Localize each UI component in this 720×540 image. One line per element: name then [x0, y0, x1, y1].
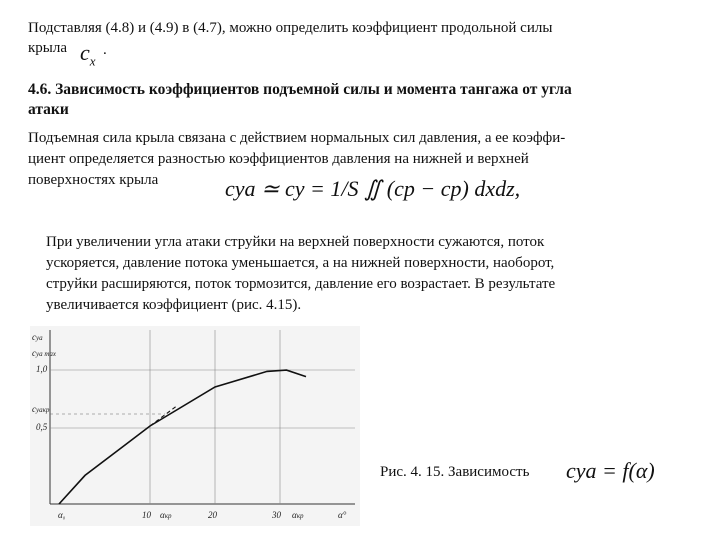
intro-line-2: крыла: [28, 40, 68, 56]
lift-coefficient-formula: cya ≃ cy = 1/S ∬ (cp − cp) dxdz,: [225, 176, 521, 201]
paragraph-2: [46, 232, 696, 316]
figure-caption-formula: cya = f(α): [566, 458, 655, 483]
paragraph-2-line-4: увеличивается коэффициент (рис. 4.15).: [46, 297, 302, 313]
paragraph-2-line-2: ускоряется, давление потока уменьшается, а на нижней поверхности, наоборот,: [46, 255, 555, 271]
cx-symbol: [80, 40, 96, 69]
y-label-cya-cr: cуакр: [32, 404, 50, 414]
intro-paragraph: [28, 18, 708, 58]
intro-line-1: Подставляя (4.8) и (4.9) в (4.7), можно определить коэффициент продольной силы: [28, 20, 553, 36]
y-label-cya-max: cya max: [32, 348, 57, 358]
section-heading-line-1: 4.6. Зависимость коэффициентов подъемной силы и момента тангажа от угла: [28, 81, 572, 98]
paragraph-1-line-2: циент определяется разностью коэффициентов давления на нижней и верхней: [28, 151, 529, 167]
paragraph-2-line-3: струйки расширяются, поток тормозится, давление его возрастает. В результате: [46, 276, 556, 292]
y-label-cya: cya: [32, 332, 43, 342]
y-tick-05: 0,5: [36, 422, 48, 432]
paragraph-2-line-1: При увеличении угла атаки струйки на верхней поверхности сужаются, поток: [46, 234, 545, 250]
y-tick-1: 1,0: [36, 364, 48, 374]
section-heading: [28, 80, 698, 120]
section-heading-line-2: атаки: [28, 101, 69, 118]
x-label-alpha-kr2: αкр: [292, 510, 304, 520]
intro-period: .: [103, 42, 107, 58]
x-tick-30: 30: [272, 510, 281, 520]
x-tick-20: 20: [208, 510, 217, 520]
x-tick-10: 10: [142, 510, 151, 520]
paragraph-1-line-1: Подъемная сила крыла связана с действием нормальных сил давления, а ее коэффи-: [28, 130, 566, 146]
cx-symbol-sub: x: [89, 53, 96, 69]
paragraph-1-line-3: поверхностях крыла: [28, 172, 159, 188]
x-label-alpha0: α₀: [58, 510, 66, 520]
lift-curve-chart: [30, 326, 360, 526]
x-label-alpha-deg: α°: [338, 510, 347, 520]
cx-symbol-main: c: [80, 40, 90, 65]
x-label-alpha-kr1: αкр: [160, 510, 172, 520]
figure-caption: Рис. 4. 15. Зависимость: [380, 464, 530, 480]
